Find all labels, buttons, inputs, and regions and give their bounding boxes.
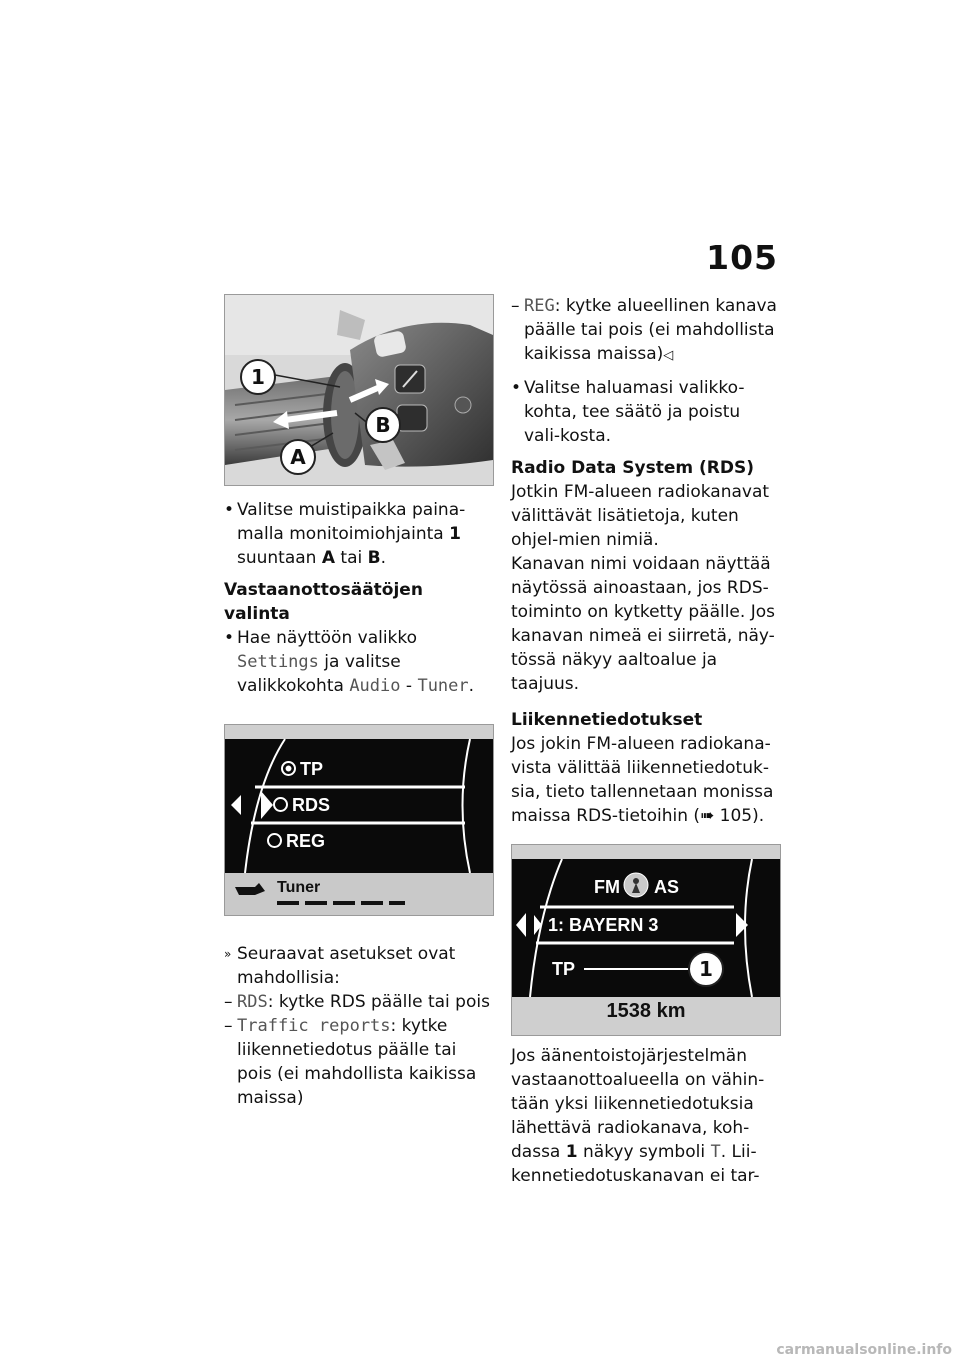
option-reg: – REG: kytke alueellinen kanava päälle tai pois (ei mahdollista kaikissa maissa)◁ <box>511 294 781 368</box>
menu-item-rds[interactable]: RDS <box>273 793 330 817</box>
page-number: 105 <box>706 238 778 277</box>
tuner-menu-screenshot <box>224 724 494 916</box>
step-select-memory: • Valitse muistipaikka paina-malla monitoimiohjainta 1 suuntaan A tai B. <box>224 498 494 570</box>
step-select-menu-item: • Valitse haluamasi valikko-kohta, tee säätö ja poistu vali-kosta. <box>511 376 781 448</box>
callout-a: A <box>290 445 306 469</box>
radio-icon <box>273 797 288 812</box>
traffic-paragraph: Jos jokin FM-alueen radiokana-vista välittää liikennetiedotuk-sia, tieto tallennetaan monissa maissa RDS-tietoihin (➠ 105). <box>511 734 774 826</box>
callout-b: B <box>375 413 391 437</box>
radio-icon <box>267 833 282 848</box>
right-column <box>511 294 781 1188</box>
watermark-footer: carmanualsonline.info <box>776 1342 952 1358</box>
tuner-footer-label: Tuner <box>277 879 321 896</box>
tuner-menu-frame <box>225 725 493 915</box>
end-of-procedure-icon: ◁ <box>663 348 674 363</box>
rds-paragraph-1: Jotkin FM-alueen radiokanavat välittävät lisätietoja, kuten ohjel-mien nimiä. <box>511 482 770 550</box>
radio-selected-icon <box>281 761 296 776</box>
radio-display-screenshot <box>511 844 781 1036</box>
result-options-available: » Seuraavat asetukset ovat mahdollisia: <box>224 942 494 990</box>
left-column <box>224 294 494 1110</box>
rds-paragraph-2: Kanavan nimi voidaan näyttää näytössä ainoastaan, jos RDS-toiminto on kytketty päälle. Jos kanavan nimeä ei siirretä, näy-tössä näkyy aaltoalue ja taajuus. <box>511 554 775 694</box>
callout-1: 1 <box>251 365 265 389</box>
section-heading-reception: Vastaanottosäätöjen valinta <box>224 580 423 624</box>
band-label: FM <box>594 877 620 897</box>
traffic-symbol-paragraph: Jos äänentoistojärjestelmän vastaanottoalueella on vähin-tään yksi liikennetiedotuksia lähettävä radiokanava, koh-dassa 1 näkyy symboli T. Lii-kennetiedotuskanavan ei tar- <box>511 1046 765 1186</box>
page-reference-link[interactable]: (➠ 105). <box>693 806 765 826</box>
range-readout: 1538 km <box>606 1000 686 1022</box>
tp-indicator: TP <box>552 959 576 979</box>
section-heading-rds: Radio Data System (RDS) <box>511 458 754 478</box>
handlebar-controller-photo <box>224 294 494 486</box>
menu-item-tp[interactable]: TP <box>281 757 323 781</box>
menu-item-reg[interactable]: REG <box>267 829 325 853</box>
station-name[interactable]: 1: BAYERN 3 <box>548 915 659 935</box>
option-traffic-reports: – Traffic reports: kytke liikennetiedotus päälle tai pois (ei mahdollista kaikissa maissa) <box>224 1014 494 1110</box>
as-label: AS <box>654 877 680 897</box>
option-rds: – RDS: kytke RDS päälle tai pois <box>224 990 494 1014</box>
callout-1: 1 <box>699 957 713 981</box>
section-heading-traffic: Liikennetiedotukset <box>511 710 703 730</box>
step-open-settings: • Hae näyttöön valikko Settings ja valitse valikkokohta Audio - Tuner. <box>224 626 494 698</box>
